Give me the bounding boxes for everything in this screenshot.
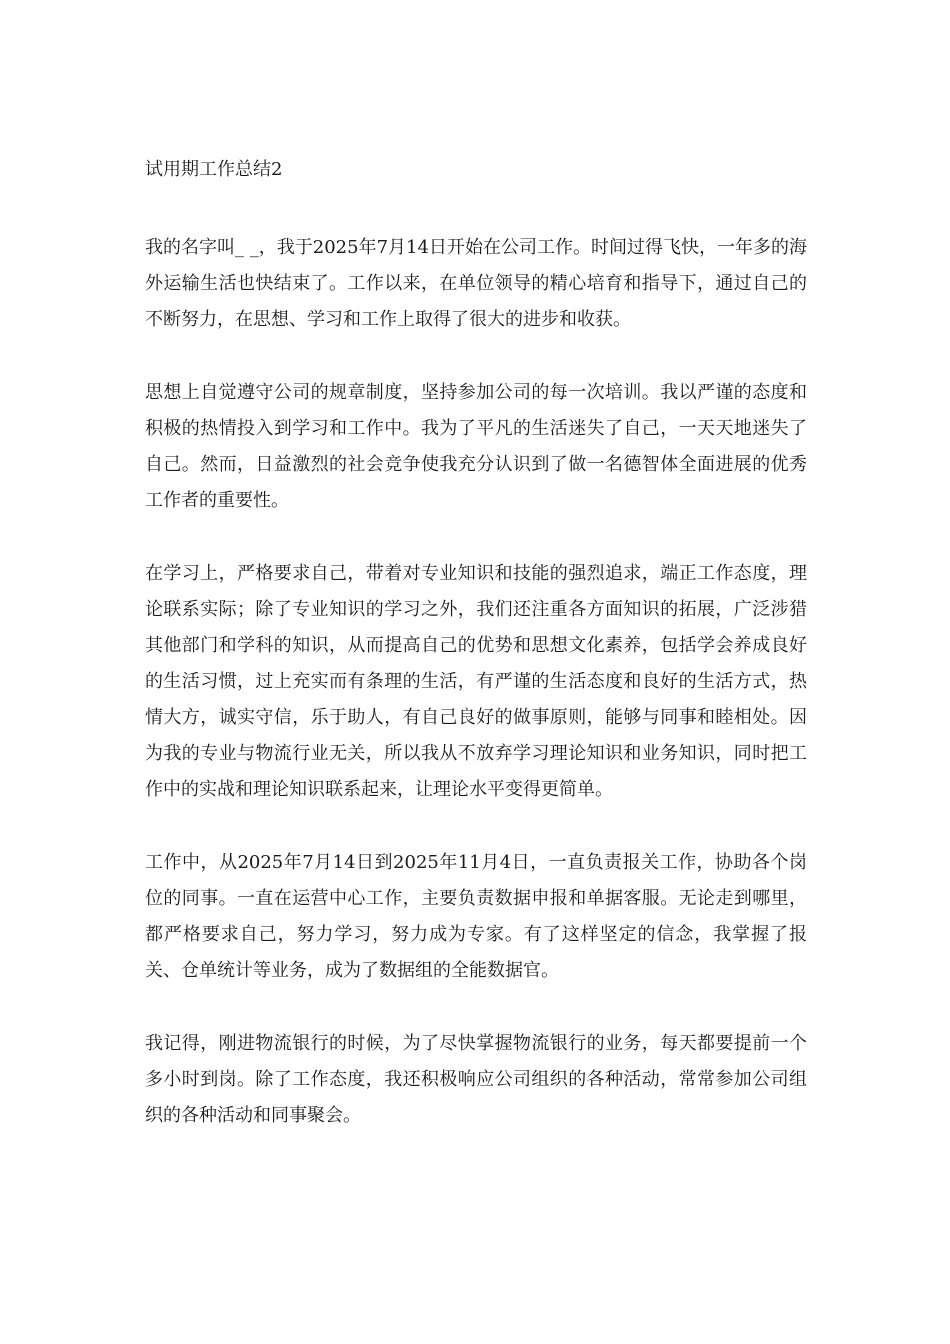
paragraph-work: 工作中，从2025年7月14日到2025年11月4日，一直负责报关工作，协助各个岗位的同事。一直在运营中心工作，主要负责数据申报和单据客服。无论走到哪里，都严格要求自己，努力学习，努力成为专家。有了这样坚定的信念，我掌握了报关、仓单统计等业务，成为了数据组的全能数据官。 (145, 852, 807, 981)
document-title: 试用期工作总结2 (145, 159, 283, 180)
spacer (145, 989, 807, 1026)
spacer (145, 519, 807, 556)
paragraph-memory: 我记得，刚进物流银行的时候，为了尽快掌握物流银行的业务，每天都要提前一个多小时到岗。除了工作态度，我还积极响应公司组织的各种活动，常常参加公司组织的各种活动和同事聚会。 (145, 1033, 807, 1126)
spacer (145, 338, 807, 375)
spacer (145, 188, 807, 230)
paragraph-introduction: 我的名字叫_ _，我于2025年7月14日开始在公司工作。时间过得飞快，一年多的海外运输生活也快结束了。工作以来，在单位领导的精心培育和指导下，通过自己的不断努力，在思想、学习和工作上取得了很大的进步和收获。 (145, 237, 807, 330)
paragraph-study: 在学习上，严格要求自己，带着对专业知识和技能的强烈追求，端正工作态度，理论联系实际；除了专业知识的学习之外，我们还注重各方面知识的拓展，广泛涉猎其他部门和学科的知识，从而提高自己的优势和思想文化素养，包括学会养成良好的生活习惯，过上充实而有条理的生活，有严谨的生活态度和良好的生活方式，热情大方，诚实守信，乐于助人，有自己良好的做事原则，能够与同事和睦相处。因为我的专业与物流行业无关，所以我从不放弃学习理论知识和业务知识，同时把工作中的实战和理论知识联系起来，让理论水平变得更简单。 (145, 563, 807, 800)
document-body (145, 152, 807, 1134)
spacer (145, 808, 807, 845)
paragraph-ideology: 思想上自觉遵守公司的规章制度，坚持参加公司的每一次培训。我以严谨的态度和积极的热情投入到学习和工作中。我为了平凡的生活迷失了自己，一天天地迷失了自己。然而，日益激烈的社会竞争使我充分认识到了做一名德智体全面进展的优秀工作者的重要性。 (145, 382, 807, 511)
